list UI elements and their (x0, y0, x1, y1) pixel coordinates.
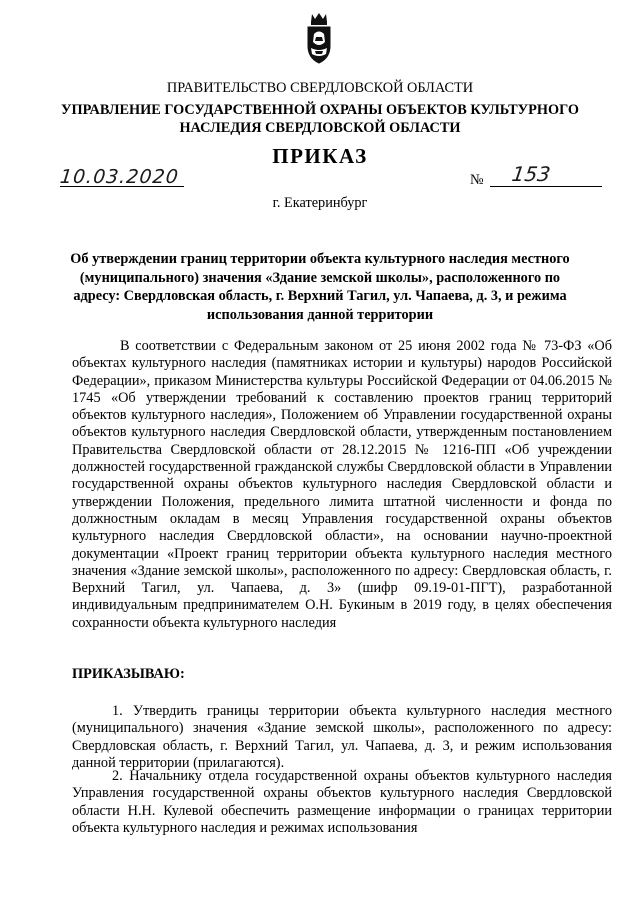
city: г. Екатеринбург (272, 195, 368, 211)
handwritten-date: 10.03.2020 (58, 166, 180, 188)
department-name: УПРАВЛЕНИЕ ГОСУДАРСТВЕННОЙ ОХРАНЫ ОБЪЕКТОВ КУЛЬТУРНОГО НАСЛЕДИЯ СВЕРДЛОВСКОЙ ОБЛАСТИ (61, 102, 579, 136)
preamble-paragraph (72, 338, 612, 632)
order-item-1: 1. Утвердить границы территории объекта культурного наследия местного (муниципального) значения «Здание земской школы», расположенного по адресу: Свердловская область, г. Верхний Тагил, ул. Чапаева, д. 3, и режим использования данной территории (прилагаются). (72, 703, 612, 771)
coat-of-arms-icon (303, 12, 335, 64)
date-underline (60, 186, 184, 187)
order-heading: ПРИКАЗЫВАЮ: (72, 666, 185, 682)
document-type: ПРИКАЗ (272, 144, 368, 168)
handwritten-number: 153 (510, 162, 552, 186)
government-name: ПРАВИТЕЛЬСТВО СВЕРДЛОВСКОЙ ОБЛАСТИ (166, 80, 474, 96)
document-title: Об утверждении границ территории объекта культурного наследия местного (муниципального) значения «Здание земской школы», расположенного по адресу: Свердловская область, г. Верхний Тагил, ул. Чапаева, д. 3, и режима использования данной территории (70, 251, 570, 323)
number-label: № (470, 172, 484, 188)
order-item-2: 2. Начальнику отдела государственной охраны объектов культурного наследия Управления государственной охраны объектов культурного наследия Свердловской области Н.Н. Кулевой обеспечить размещение информации о границах территории объекта культурного наследия и режимах использования (72, 768, 612, 836)
preamble-text: В соответствии с Федеральным законом от 25 июня 2002 года № 73-ФЗ «Об объектах культурного наследия (памятниках истории и культуры) народов Российской Федерации», приказом Министерства культуры Российской Федерации от 04.06.2015 № 1745 «Об утверждении требований к составлению проектов границ территорий объектов культурного наследия», Положением об Управлении государственной охраны объектов культурного наследия Свердловской области, утвержденным постановлением Правительства Свердловской области от 28.12.2015 № 1216-ПП «Об учреждении должностей государственной гражданской службы Свердловской области в Управлении государственной охраны объектов культурного наследия Свердловской области и утверждении Положения, предельного лимита штатной численности и фонда по должностным окладам в месяц Управления государственной охраны объектов культурного наследия Свердловской области», на основании научно-проектной документации «Проект границ территории объекта культурного наследия местного значения «Здание земской школы», расположенного по адресу: Свердловская область, г. Верхний Тагил, ул. Чапаева, д. 3» (шифр 09.19-01-ПГТ), разработанной индивидуальным предпринимателем О.Н. Букиным в 2019 году, в целях обеспечения сохранности объекта культурного наследия (72, 338, 612, 631)
number-underline (490, 186, 602, 187)
